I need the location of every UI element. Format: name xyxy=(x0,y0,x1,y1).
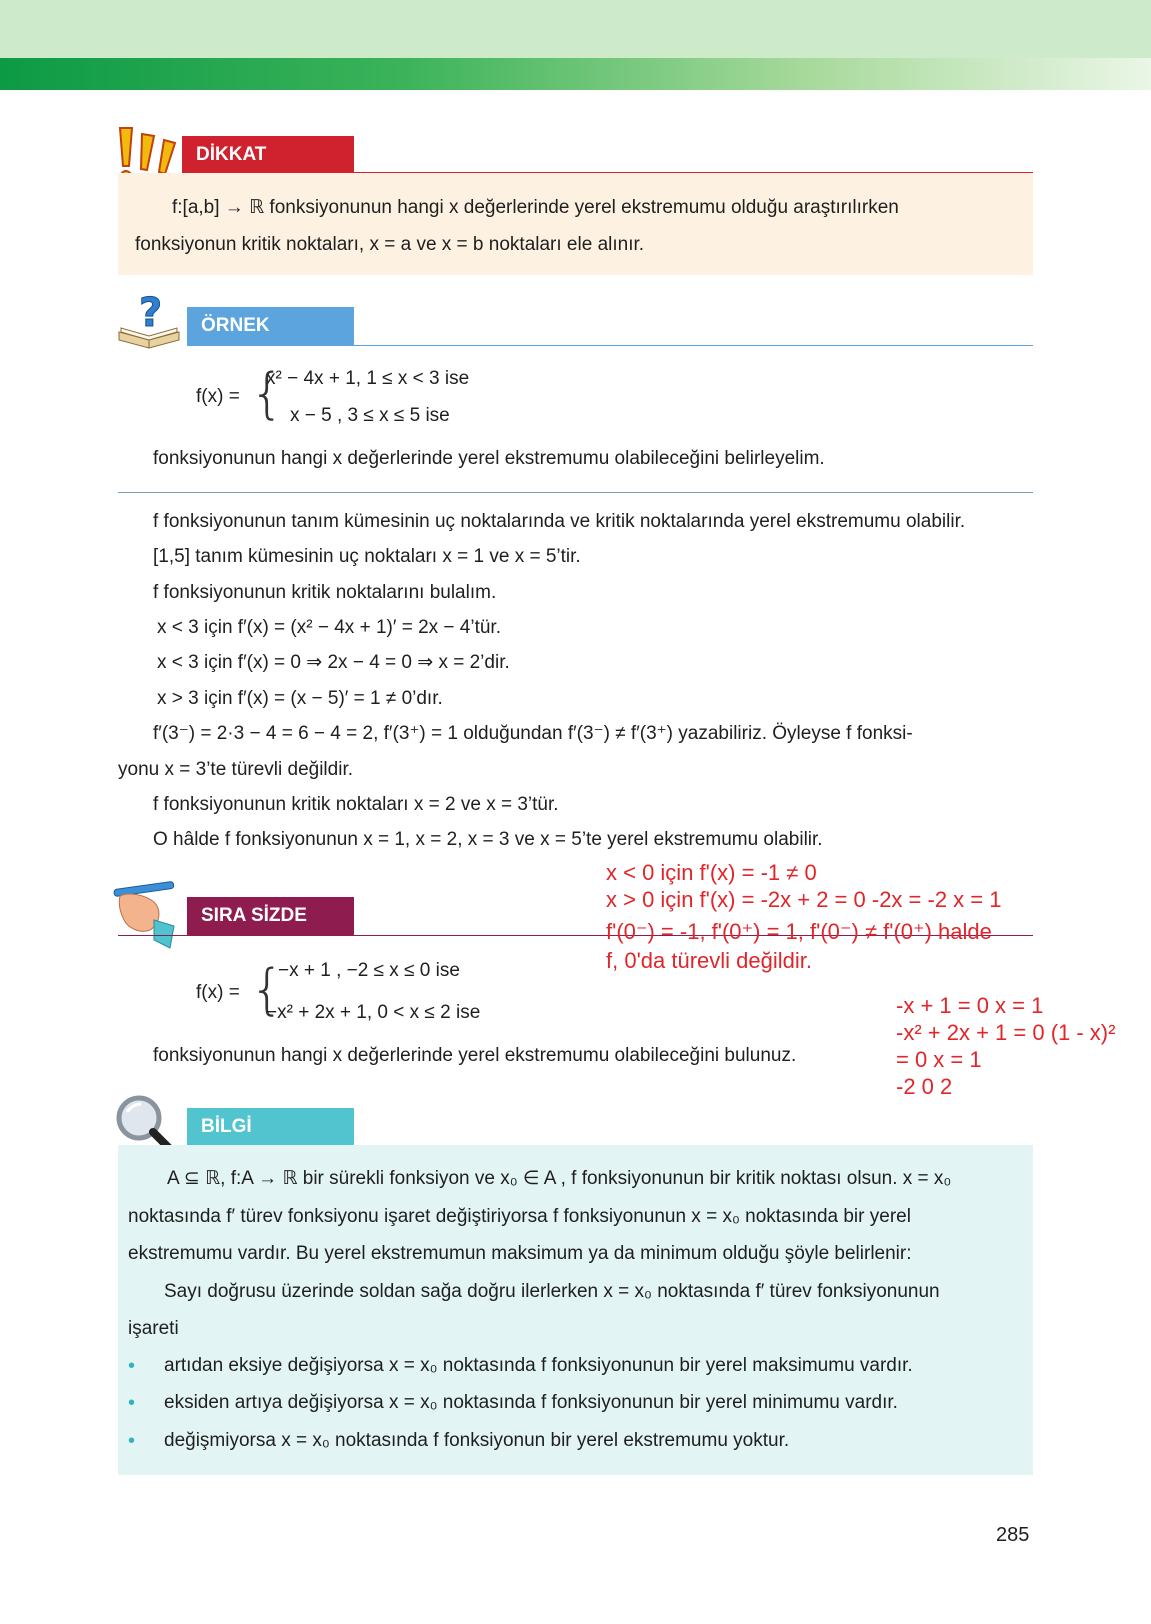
bilgi-label: BİLGİ xyxy=(187,1108,354,1146)
annotation-6: -x² + 2x + 1 = 0 (1 - x)² xyxy=(896,1020,1116,1045)
annotation-3: f'(0⁻) = -1, f'(0⁺) = 1, f'(0⁻) ≠ f'(0⁺) halde xyxy=(606,919,992,944)
solution-line-6: x > 3 için f′(x) = (x − 5)′ = 1 ≠ 0’dır. xyxy=(157,688,443,709)
sira-label: SIRA SİZDE xyxy=(187,897,354,935)
bilgi-bullet-2: eksiden artıya değişiyorsa x = x₀ noktasında f fonksiyonunun bir yerel minimumu vardır. xyxy=(164,1392,898,1413)
sira-question: fonksiyonunun hangi x değerlerinde yerel ekstremumu olabileceğini bulunuz. xyxy=(153,1045,797,1066)
hand-pen-icon xyxy=(110,880,186,950)
annotation-8: -2 0 2 xyxy=(896,1074,953,1099)
ornek-question: fonksiyonunun hangi x değerlerinde yerel ekstremumu olabileceğini belirleyelim. xyxy=(153,448,825,469)
ornek-fx: f(x) = xyxy=(196,386,240,407)
header-green-bar xyxy=(0,58,1151,90)
annotation-4: f, 0'da türevli değildir. xyxy=(606,948,812,973)
page-number: 285 xyxy=(996,1524,1030,1546)
ornek-divider xyxy=(118,492,1033,493)
bilgi-bullet-3: değişmiyorsa x = x₀ noktasında f fonksiyonun bir yerel ekstremumu yoktur. xyxy=(164,1430,790,1451)
dikkat-box xyxy=(118,173,1033,275)
dikkat-text-1: f:[a,b] → ℝ fonksiyonunun hangi x değerlerinde yerel ekstremumu olduğu araştırılırken xyxy=(172,197,899,218)
bilgi-text-4: Sayı doğrusu üzerinde soldan sağa doğru ilerlerken x = x₀ noktasında f′ türev fonksiyonunun xyxy=(164,1281,940,1302)
ornek-brace: { xyxy=(250,362,285,425)
solution-line-7: f′(3⁻) = 2·3 − 4 = 6 − 4 = 2, f′(3⁺) = 1 olduğundan f′(3⁻) ≠ f′(3⁺) yazabiliriz. Öyleyse f fonksi- xyxy=(153,723,913,744)
bullet-2: • xyxy=(128,1392,136,1414)
annotation-5: -x + 1 = 0 x = 1 xyxy=(896,993,1044,1018)
bullet-3: • xyxy=(128,1430,136,1452)
header-band xyxy=(0,0,1151,58)
dikkat-text-2: fonksiyonun kritik noktaları, x = a ve x = b noktaları ele alınır. xyxy=(135,234,645,255)
ornek-label: ÖRNEK xyxy=(187,307,354,345)
svg-text:?: ? xyxy=(139,290,163,336)
book-question-icon xyxy=(115,288,187,352)
solution-line-4: x < 3 için f′(x) = (x² − 4x + 1)′ = 2x − 4’tür. xyxy=(157,617,501,638)
bilgi-text-1: A ⊆ ℝ, f:A → ℝ bir sürekli fonksiyon ve x₀ ∈ A , f fonksiyonunun bir kritik noktası olsun. x = x₀ xyxy=(167,1168,952,1189)
bilgi-text-5: işareti xyxy=(128,1318,179,1339)
ornek-case-1: x² − 4x + 1, 1 ≤ x < 3 ise xyxy=(266,368,470,389)
bullet-1: • xyxy=(128,1355,136,1377)
solution-line-1: f fonksiyonunun tanım kümesinin uç noktalarında ve kritik noktalarında yerel ekstremumu olabilir. xyxy=(153,511,966,532)
solution-line-2: [1,5] tanım kümesinin uç noktaları x = 1 ve x = 5’tir. xyxy=(153,546,581,567)
bilgi-text-3: ekstremumu vardır. Bu yerel ekstremumun maksimum ya da minimum olduğu şöyle belirlenir: xyxy=(128,1243,912,1264)
dikkat-label: DİKKAT xyxy=(182,136,354,174)
solution-line-8: yonu x = 3’te türevli değildir. xyxy=(118,759,353,780)
annotation-2: x > 0 için f'(x) = -2x + 2 = 0 -2x = -2 x = 1 xyxy=(606,887,1002,912)
solution-line-9: f fonksiyonunun kritik noktaları x = 2 ve x = 3’tür. xyxy=(153,794,559,815)
ornek-case-2: x − 5 , 3 ≤ x ≤ 5 ise xyxy=(290,405,450,426)
bilgi-text-2: noktasında f′ türev fonksiyonu işaret değiştiriyorsa f fonksiyonunun x = x₀ noktasında bir yerel xyxy=(128,1206,911,1227)
sira-case-1: −x + 1 , −2 ≤ x ≤ 0 ise xyxy=(278,960,460,981)
annotation-1: x < 0 için f'(x) = -1 ≠ 0 xyxy=(606,860,817,885)
ornek-rule xyxy=(187,345,1033,346)
bilgi-bullet-1: artıdan eksiye değişiyorsa x = x₀ noktasında f fonksiyonunun bir yerel maksimumu vardır. xyxy=(164,1355,913,1376)
solution-line-5: x < 3 için f′(x) = 0 ⇒ 2x − 4 = 0 ⇒ x = 2’dir. xyxy=(157,652,510,673)
bilgi-box xyxy=(118,1145,1033,1475)
solution-line-3: f fonksiyonunun kritik noktalarını bulalım. xyxy=(153,582,497,603)
sira-brace: { xyxy=(250,958,285,1021)
sira-case-2: −x² + 2x + 1, 0 < x ≤ 2 ise xyxy=(266,1002,481,1023)
sira-fx: f(x) = xyxy=(196,982,240,1003)
solution-line-10: O hâlde f fonksiyonunun x = 1, x = 2, x = 3 ve x = 5’te yerel ekstremumu olabilir. xyxy=(153,829,823,850)
annotation-7: = 0 x = 1 xyxy=(896,1047,982,1072)
